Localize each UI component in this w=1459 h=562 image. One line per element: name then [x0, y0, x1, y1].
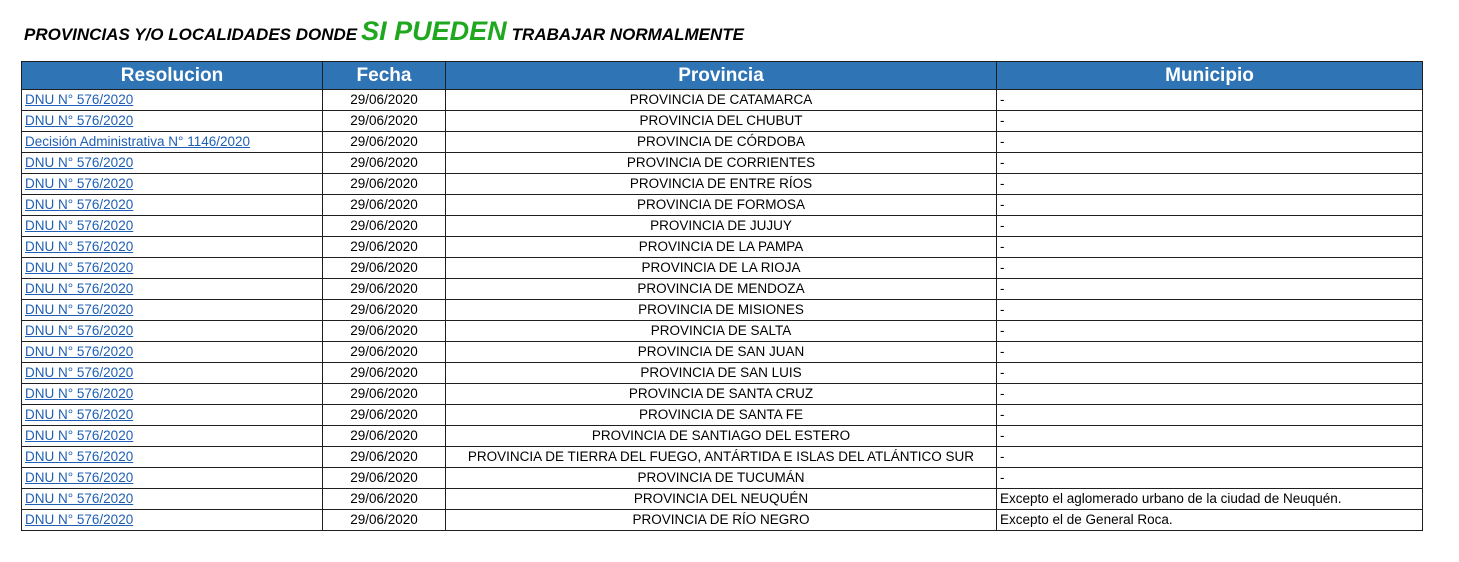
table-row — [22, 132, 1423, 153]
resolucion-cell — [22, 342, 323, 363]
provincia-cell: PROVINCIA DE TIERRA DEL FUEGO, ANTÁRTIDA E ISLAS DEL ATLÁNTICO SUR — [446, 447, 997, 468]
resolucion-link[interactable]: DNU N° 576/2020 — [25, 260, 134, 275]
municipio-cell: - — [997, 195, 1423, 216]
title-prefix: PROVINCIAS Y/O LOCALIDADES DONDE — [24, 25, 358, 44]
resolucion-link[interactable]: DNU N° 576/2020 — [25, 491, 134, 506]
column-header-resolucion: Resolucion — [22, 62, 323, 90]
fecha-cell: 29/06/2020 — [323, 174, 446, 195]
fecha-cell: 29/06/2020 — [323, 384, 446, 405]
resolucion-cell — [22, 321, 323, 342]
fecha-cell: 29/06/2020 — [323, 426, 446, 447]
title-highlight: SI PUEDEN — [361, 16, 507, 46]
table-row — [22, 216, 1423, 237]
resolucion-cell — [22, 300, 323, 321]
municipio-cell: Excepto el aglomerado urbano de la ciudad de Neuquén. — [997, 489, 1423, 510]
table-row — [22, 300, 1423, 321]
table-row — [22, 237, 1423, 258]
fecha-cell: 29/06/2020 — [323, 468, 446, 489]
resolucion-link[interactable]: DNU N° 576/2020 — [25, 302, 134, 317]
resolucion-link[interactable]: DNU N° 576/2020 — [25, 155, 134, 170]
resolucion-cell — [22, 258, 323, 279]
table-row — [22, 489, 1423, 510]
provincia-cell: PROVINCIA DE SAN JUAN — [446, 342, 997, 363]
resolucion-cell — [22, 384, 323, 405]
municipio-cell: Excepto el de General Roca. — [997, 510, 1423, 531]
fecha-cell: 29/06/2020 — [323, 132, 446, 153]
provincia-cell: PROVINCIA DE SANTA FE — [446, 405, 997, 426]
provincia-cell: PROVINCIA DE JUJUY — [446, 216, 997, 237]
fecha-cell: 29/06/2020 — [323, 90, 446, 111]
resolucion-cell — [22, 90, 323, 111]
table-row — [22, 321, 1423, 342]
provincia-cell: PROVINCIA DE SANTIAGO DEL ESTERO — [446, 426, 997, 447]
municipio-cell: - — [997, 237, 1423, 258]
resolucion-link[interactable]: DNU N° 576/2020 — [25, 281, 134, 296]
resolucion-cell — [22, 405, 323, 426]
table-row — [22, 195, 1423, 216]
municipio-cell: - — [997, 216, 1423, 237]
municipio-cell: - — [997, 279, 1423, 300]
table-row — [22, 342, 1423, 363]
resolucion-link[interactable]: DNU N° 576/2020 — [25, 428, 134, 443]
resolucion-cell — [22, 174, 323, 195]
resolucion-link[interactable]: DNU N° 576/2020 — [25, 407, 134, 422]
fecha-cell: 29/06/2020 — [323, 321, 446, 342]
municipio-cell: - — [997, 342, 1423, 363]
fecha-cell: 29/06/2020 — [323, 363, 446, 384]
resolucion-link[interactable]: DNU N° 576/2020 — [25, 92, 134, 107]
municipio-cell: - — [997, 426, 1423, 447]
resolucion-link[interactable]: DNU N° 576/2020 — [25, 470, 134, 485]
fecha-cell: 29/06/2020 — [323, 216, 446, 237]
table-header-row — [22, 62, 1423, 90]
fecha-cell: 29/06/2020 — [323, 195, 446, 216]
table-row — [22, 468, 1423, 489]
title-suffix: TRABAJAR NORMALMENTE — [511, 25, 744, 44]
resolucion-cell — [22, 468, 323, 489]
resolucion-link[interactable]: DNU N° 576/2020 — [25, 449, 134, 464]
resolucion-link[interactable]: DNU N° 576/2020 — [25, 218, 134, 233]
provincia-cell: PROVINCIA DEL NEUQUÉN — [446, 489, 997, 510]
provinces-table — [21, 61, 1423, 531]
column-header-fecha: Fecha — [323, 62, 446, 90]
resolucion-link[interactable]: DNU N° 576/2020 — [25, 239, 134, 254]
table-row — [22, 384, 1423, 405]
provincia-cell: PROVINCIA DE ENTRE RÍOS — [446, 174, 997, 195]
resolucion-link[interactable]: Decisión Administrativa N° 1146/2020 — [25, 134, 251, 149]
provincia-cell: PROVINCIA DE MISIONES — [446, 300, 997, 321]
provincia-cell: PROVINCIA DE CORRIENTES — [446, 153, 997, 174]
provincia-cell: PROVINCIA DE LA RIOJA — [446, 258, 997, 279]
resolucion-cell — [22, 153, 323, 174]
table-row — [22, 447, 1423, 468]
resolucion-link[interactable]: DNU N° 576/2020 — [25, 344, 134, 359]
resolucion-cell — [22, 426, 323, 447]
resolucion-link[interactable]: DNU N° 576/2020 — [25, 386, 134, 401]
fecha-cell: 29/06/2020 — [323, 237, 446, 258]
resolucion-cell — [22, 237, 323, 258]
municipio-cell: - — [997, 300, 1423, 321]
municipio-cell: - — [997, 321, 1423, 342]
municipio-cell: - — [997, 258, 1423, 279]
fecha-cell: 29/06/2020 — [323, 258, 446, 279]
fecha-cell: 29/06/2020 — [323, 153, 446, 174]
municipio-cell: - — [997, 468, 1423, 489]
resolucion-link[interactable]: DNU N° 576/2020 — [25, 512, 134, 527]
provincia-cell: PROVINCIA DE FORMOSA — [446, 195, 997, 216]
provincia-cell: PROVINCIA DE CATAMARCA — [446, 90, 997, 111]
resolucion-link[interactable]: DNU N° 576/2020 — [25, 365, 134, 380]
provincia-cell: PROVINCIA DE TUCUMÁN — [446, 468, 997, 489]
table-row — [22, 279, 1423, 300]
table-row — [22, 363, 1423, 384]
fecha-cell: 29/06/2020 — [323, 300, 446, 321]
table-row — [22, 426, 1423, 447]
municipio-cell: - — [997, 111, 1423, 132]
table-row — [22, 258, 1423, 279]
resolucion-cell — [22, 510, 323, 531]
table-row — [22, 153, 1423, 174]
provincia-cell: PROVINCIA DE RÍO NEGRO — [446, 510, 997, 531]
provincia-cell: PROVINCIA DE MENDOZA — [446, 279, 997, 300]
column-header-provincia: Provincia — [446, 62, 997, 90]
fecha-cell: 29/06/2020 — [323, 111, 446, 132]
resolucion-link[interactable]: DNU N° 576/2020 — [25, 176, 134, 191]
page-title — [24, 16, 744, 52]
resolucion-link[interactable]: DNU N° 576/2020 — [25, 197, 134, 212]
fecha-cell: 29/06/2020 — [323, 510, 446, 531]
fecha-cell: 29/06/2020 — [323, 405, 446, 426]
municipio-cell: - — [997, 153, 1423, 174]
resolucion-cell — [22, 447, 323, 468]
resolucion-cell — [22, 216, 323, 237]
table-row — [22, 405, 1423, 426]
municipio-cell: - — [997, 405, 1423, 426]
provincia-cell: PROVINCIA DEL CHUBUT — [446, 111, 997, 132]
fecha-cell: 29/06/2020 — [323, 279, 446, 300]
resolucion-cell — [22, 195, 323, 216]
provincia-cell: PROVINCIA DE SAN LUIS — [446, 363, 997, 384]
municipio-cell: - — [997, 90, 1423, 111]
provincia-cell: PROVINCIA DE SANTA CRUZ — [446, 384, 997, 405]
municipio-cell: - — [997, 384, 1423, 405]
table-row — [22, 174, 1423, 195]
fecha-cell: 29/06/2020 — [323, 447, 446, 468]
table-body — [22, 90, 1423, 531]
resolucion-cell — [22, 132, 323, 153]
provincia-cell: PROVINCIA DE CÓRDOBA — [446, 132, 997, 153]
resolucion-cell — [22, 489, 323, 510]
municipio-cell: - — [997, 363, 1423, 384]
provincia-cell: PROVINCIA DE SALTA — [446, 321, 997, 342]
column-header-municipio: Municipio — [997, 62, 1423, 90]
table-row — [22, 111, 1423, 132]
resolucion-link[interactable]: DNU N° 576/2020 — [25, 113, 134, 128]
resolucion-link[interactable]: DNU N° 576/2020 — [25, 323, 134, 338]
municipio-cell: - — [997, 174, 1423, 195]
municipio-cell: - — [997, 447, 1423, 468]
resolucion-cell — [22, 363, 323, 384]
fecha-cell: 29/06/2020 — [323, 342, 446, 363]
municipio-cell: - — [997, 132, 1423, 153]
fecha-cell: 29/06/2020 — [323, 489, 446, 510]
table-row — [22, 90, 1423, 111]
provincia-cell: PROVINCIA DE LA PAMPA — [446, 237, 997, 258]
resolucion-cell — [22, 111, 323, 132]
table-row — [22, 510, 1423, 531]
resolucion-cell — [22, 279, 323, 300]
